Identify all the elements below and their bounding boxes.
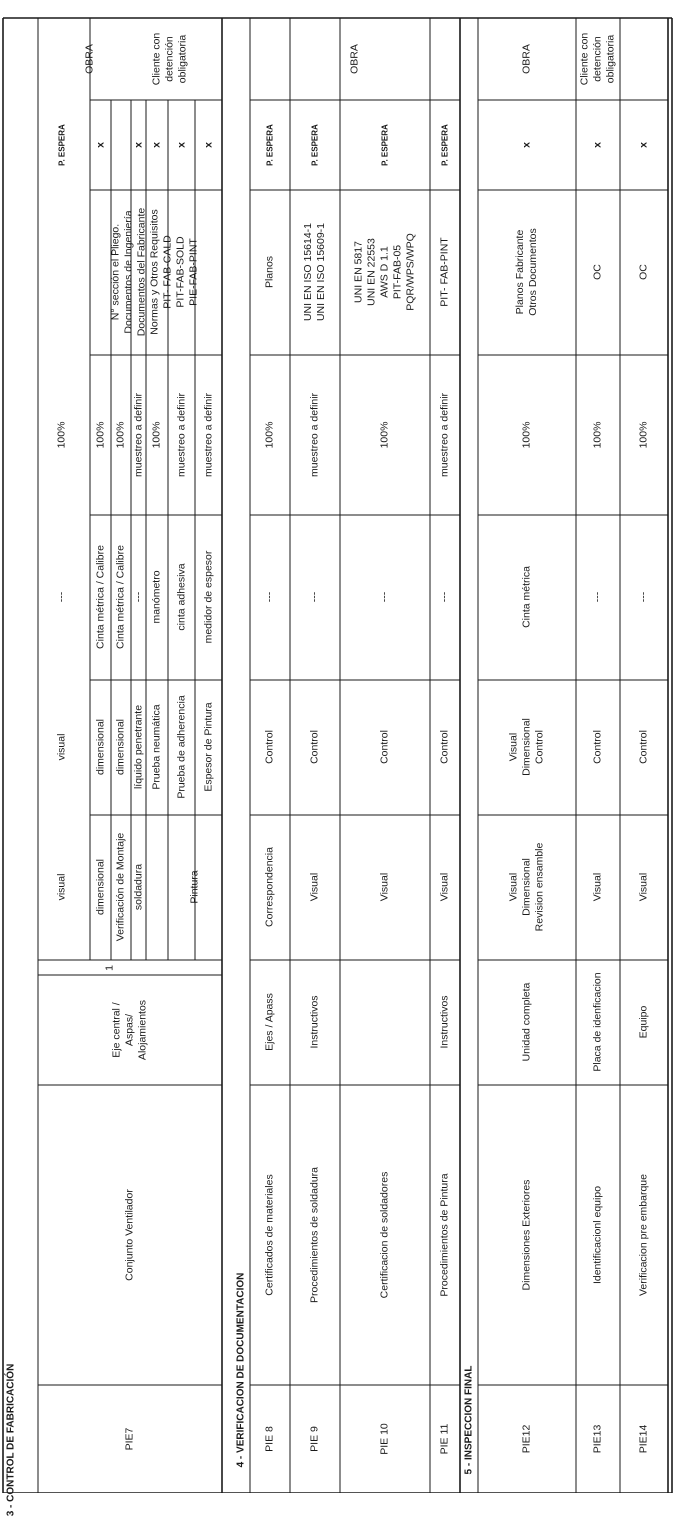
final-docs-0-line: Planos Fabricante [514,229,526,315]
pie7-tool-4 [151,570,164,623]
final-control-0-line: Dimensional [520,858,533,916]
pie7-docs [110,208,201,336]
final-tool-0-line: Cinta métrica [520,566,533,628]
doc-docs-2-line: UNI EN 5817 [352,241,365,303]
pie7-tool-2 [115,545,128,649]
pie7-method-3 [132,705,145,789]
pie7-part-line: Alojamientos [136,999,149,1061]
doc-docs-3 [439,237,452,306]
pie7-item [124,1189,137,1281]
doc-obra [349,44,362,74]
final-extent-2 [638,422,651,449]
pie7-tool-3 [132,592,145,603]
pie7-hold-1 [94,142,107,148]
pie7-tool-5 [175,563,188,630]
pie7-obra-line: OBRA [83,44,96,74]
pie7-extent-1 [94,422,107,449]
section-5-title-line: 5 - INSPECCION FINAL [463,1365,475,1475]
doc-hold-1-line: P. ESPERA [310,124,320,166]
pie7-control-0 [56,874,69,901]
pie7-extent-6 [202,393,215,477]
pie7-extent-4 [151,422,164,449]
pie7-docs-line: Normas y Otros Requisitos [148,209,161,335]
doc-control-1-line: Visual [308,872,321,902]
final-code-1-line: PIE13 [591,1424,604,1454]
doc-extent-1-line: muestreo a definir [308,392,321,478]
final-item-0-line: Dimensiones Exteriores [520,1179,533,1291]
doc-item-3-line: Procedimientos de Pintura [438,1173,451,1297]
pie7-docs-line: Documentos del Fabricante [135,207,148,337]
pie7-extent-2-line: 100% [114,421,127,449]
doc-hold-3 [439,124,452,166]
section-4-title [235,1273,248,1468]
doc-extent-2 [379,422,392,449]
final-obra-line: OBRA [520,44,533,74]
doc-docs-2-line: UNI EN 22553 [365,238,378,306]
final-control-2 [638,873,651,901]
pie7-cliente [151,33,190,86]
pie7-tool-4-line: manómetro [150,570,163,624]
doc-method-2 [379,730,392,764]
doc-method-3-line: Control [438,730,451,764]
pie7-cliente-line: detención [163,36,176,82]
pie7-control-5-line: Pintura [188,870,201,904]
doc-docs-1-line: UNI EN ISO 15614-1 [302,222,314,322]
doc-hold-3-line: P. ESPERA [440,124,450,166]
final-hold-1 [592,142,605,148]
doc-control-1 [309,873,322,901]
final-hold-1-line: x [591,142,604,148]
final-method-1 [592,730,605,764]
doc-docs-3-line: PIT- FAB-PINT [438,237,451,307]
doc-method-2-line: Control [378,730,391,764]
final-method-1-line: Control [591,730,604,764]
doc-code-2 [379,1423,392,1455]
pie7-hold-1-line: x [94,142,106,148]
pie7-hold-5 [175,142,188,148]
doc-hold-2 [379,124,392,166]
pie7-method-0-line: visual [55,733,68,761]
pie7-tool-0-line: --- [55,591,68,603]
doc-item-3 [439,1173,452,1296]
doc-control-2-line: Visual [378,872,391,902]
pie7-hold-6 [202,142,215,148]
pie7-qty-line: 1 [103,965,116,971]
pie7-extent-0-line: 100% [55,421,68,449]
doc-method-0-line: Control [263,730,276,764]
final-code-2-line: PIE14 [637,1424,650,1454]
final-docs-1-line: OC [591,264,604,280]
final-extent-1-line: 100% [591,421,604,449]
final-extent-2-line: 100% [637,421,650,449]
doc-code-1-line: PIE 9 [308,1426,321,1452]
pie7-control-3 [133,864,146,910]
doc-obra-line: OBRA [348,44,361,74]
pie7-hold-4-line: x [150,142,163,148]
final-tool-1-line: --- [591,591,604,603]
doc-extent-0 [264,422,277,449]
final-method-0-line: Visual [507,732,520,762]
doc-hold-2-line: P. ESPERA [380,124,390,166]
final-tool-0 [521,566,534,628]
pie7-code [124,1428,137,1451]
pie7-docs-line: PIT-FAB-SOLD [174,236,187,308]
doc-tool-3 [439,592,452,603]
pie7-control-2-line: Verificación de Montaje [114,832,127,942]
final-part-0-line: Unidad completa [520,982,533,1062]
pie7-tool-1-line: Cinta métrica / Calibre [94,545,106,649]
pie7-method-1-line: dimensional [94,718,106,776]
final-code-0 [521,1425,534,1454]
pie7-method-0 [56,734,69,761]
final-code-0-line: PIE12 [520,1424,533,1454]
final-method-2-line: Control [637,730,650,764]
pie7-tool-0 [56,592,69,603]
final-docs-0 [514,228,540,316]
doc-tool-1-line: --- [308,591,321,603]
doc-part-3 [439,995,452,1048]
pie7-control-3-line: soldadura [132,863,145,911]
doc-tool-1 [309,592,322,603]
doc-code-1 [309,1426,322,1452]
pie7-hold-6-line: x [202,142,214,148]
doc-part-1 [309,995,322,1048]
pie7-obra [84,44,97,74]
doc-control-0-line: Correspondencia [263,847,276,927]
final-hold-2-line: x [637,142,650,148]
final-tool-2-line: --- [637,591,650,603]
final-cliente-line: obligatoria [604,34,617,84]
pie7-method-5 [175,695,188,798]
doc-extent-3 [439,393,452,477]
pie7-hold-3-line: x [132,142,144,148]
pie7-extent-2 [115,422,128,449]
pie7-extent-3 [132,393,145,477]
pie7-method-4-line: Prueba neumática [150,704,163,790]
doc-method-3 [439,730,452,764]
doc-docs-2-line: PQR/WPS/WPQ [404,233,417,311]
final-hold-0 [521,142,534,148]
doc-code-3 [439,1424,452,1455]
pie7-extent-1-line: 100% [94,421,106,449]
doc-extent-0-line: 100% [263,421,276,449]
pie7-docs-line: Documentos de Ingeniería [122,210,135,334]
pie7-item-line: Conjunto Ventilador [123,1189,136,1281]
pie7-method-2-line: dimensional [114,718,127,776]
pie7-method-6-line: Espesor de Pintura [202,702,214,792]
pie7-control-5 [189,870,202,903]
doc-tool-2-line: --- [378,591,391,603]
pie7-extent-0 [56,422,69,449]
section-4-title-line: 4 - VERIFICACION DE DOCUMENTACION [235,1272,247,1468]
final-extent-0-line: 100% [520,421,533,449]
final-docs-2 [638,264,651,280]
final-tool-2 [638,592,651,603]
doc-extent-1 [309,393,322,477]
final-method-0-line: Dimensional [520,718,533,776]
doc-part-0-line: Ejes / Apass [263,993,276,1051]
doc-part-1-line: Instructivos [308,995,321,1049]
doc-extent-2-line: 100% [378,421,391,449]
final-code-1 [592,1425,605,1454]
doc-control-3-line: Visual [438,872,451,902]
doc-docs-2-line: PIT-FAB-05 [391,244,404,300]
doc-docs-0-line: Planos [263,255,276,289]
final-obra [521,44,534,74]
doc-tool-2 [379,592,392,603]
doc-control-3 [439,873,452,901]
pie7-extent-3-line: muestreo a definir [132,392,144,478]
pie7-hold-5-line: x [175,142,187,148]
final-item-2 [638,1174,651,1296]
doc-tool-0 [264,592,277,603]
doc-item-1-line: Procedimientos de soldadura [308,1167,321,1303]
final-control-2-line: Visual [637,872,650,902]
pie7-part-line: Eje central / [110,1002,123,1058]
final-control-0-line: Revision ensamble [533,842,546,932]
doc-method-0 [264,730,277,764]
doc-method-1 [309,730,322,764]
pie7-part [111,1000,150,1060]
pie7-docs-line: PIT- FAB-CALD [161,235,174,309]
pie7-hold-4 [151,142,164,148]
pie7-hold-0 [56,124,69,166]
pie7-extent-4-line: 100% [150,421,163,449]
final-part-1 [592,972,605,1071]
final-method-2 [638,730,651,764]
final-part-2 [638,1006,651,1039]
doc-tool-0-line: --- [263,591,276,603]
doc-docs-0 [264,256,277,288]
pie7-code-line: PIE7 [123,1427,136,1451]
doc-code-3-line: PIE 11 [438,1423,451,1455]
doc-item-2 [379,1172,392,1299]
doc-code-0-line: PIE 8 [263,1426,276,1452]
doc-code-2-line: PIE 10 [378,1423,391,1455]
doc-control-0 [264,847,277,927]
pie7-extent-5 [175,393,188,477]
final-hold-2 [638,142,651,148]
pie7-control-1 [94,859,107,915]
final-cliente-line: detención [591,36,604,82]
final-docs-0-line: Otros Documentos [527,228,539,316]
final-docs-1 [592,264,605,280]
doc-item-1 [309,1167,322,1303]
doc-docs-2-line: AWS D 1.1 [378,246,391,298]
doc-part-0 [264,993,277,1051]
final-control-1-line: Visual [591,872,604,902]
pie7-part-line: Aspas/ [123,1013,136,1047]
doc-method-1-line: Control [308,730,321,764]
final-control-1 [592,873,605,901]
final-item-0 [521,1180,534,1291]
doc-docs-1-line: UNI EN ISO 15609-1 [315,222,327,322]
final-cliente-line: Cliente con [578,32,591,86]
pie7-method-4 [151,704,164,789]
final-extent-0 [521,422,534,449]
final-control-0 [508,843,547,932]
doc-control-2 [379,873,392,901]
pie7-control-0-line: visual [55,873,68,901]
final-part-2-line: Equipo [637,1005,650,1039]
section-3-title [5,1364,18,1516]
pie7-tool-5-line: cinta adhesiva [175,563,187,631]
pie7-docs-line: N° sección el Pliego. [109,223,122,321]
final-method-0-line: Control [533,730,546,764]
section-3-title-line: 3 - CONTROL DE FABRICACIÓN [5,1363,17,1516]
final-item-2-line: Verificacion pre embarque [637,1174,650,1296]
doc-docs-2 [353,233,418,311]
doc-hold-0-line: P. ESPERA [265,124,275,166]
doc-hold-0 [264,124,277,166]
doc-extent-3-line: muestreo a definir [438,392,451,478]
final-part-0 [521,983,534,1062]
doc-item-0-line: Certificados de materiales [263,1174,276,1296]
pie7-control-1-line: dimensional [94,858,106,916]
final-control-0-line: Visual [507,872,520,902]
doc-item-0 [264,1174,277,1295]
final-code-2 [638,1425,651,1454]
final-item-1-line: Identificacionl equipo [591,1185,604,1285]
pie7-cliente-line: obligatoria [176,34,189,84]
final-part-1-line: Placa de idenficacion [591,972,604,1072]
final-cliente [579,33,618,86]
final-docs-2-line: OC [637,264,650,280]
pie7-tool-6-line: medidor de espesor [202,550,214,644]
doc-item-2-line: Certificacion de soldadores [378,1171,391,1299]
pie7-hold-0-line: P. ESPERA [57,124,67,166]
pie7-qty [104,965,117,971]
pie7-method-1 [94,719,107,775]
section-5-title [463,1366,476,1475]
pie7-tool-3-line: --- [132,591,144,603]
doc-docs-1 [302,223,328,321]
doc-part-3-line: Instructivos [438,995,451,1049]
doc-code-0 [264,1426,277,1452]
final-tool-1 [592,592,605,603]
doc-hold-1 [309,124,322,166]
final-item-1 [592,1186,605,1284]
pie7-method-3-line: líquido penetrante [132,704,144,790]
pie7-extent-6-line: muestreo a definir [202,392,214,478]
final-hold-0-line: x [520,142,533,148]
pie7-tool-6 [202,551,215,644]
final-extent-1 [592,422,605,449]
doc-tool-3-line: --- [438,591,451,603]
pie7-method-2 [115,719,128,775]
pie7-tool-2-line: Cinta métrica / Calibre [114,545,127,649]
pie7-method-6 [202,702,215,791]
final-method-0 [508,718,547,776]
pie7-cliente-line: Cliente con [150,32,163,86]
pie7-extent-5-line: muestreo a definir [175,392,187,478]
pie7-hold-3 [132,142,145,148]
pie7-control-2 [115,833,128,942]
pie7-docs-line: PIE-FAB-PINT [187,238,200,306]
pie7-tool-1 [94,545,107,649]
pie7-method-5-line: Prueba de adherencia [175,695,187,799]
